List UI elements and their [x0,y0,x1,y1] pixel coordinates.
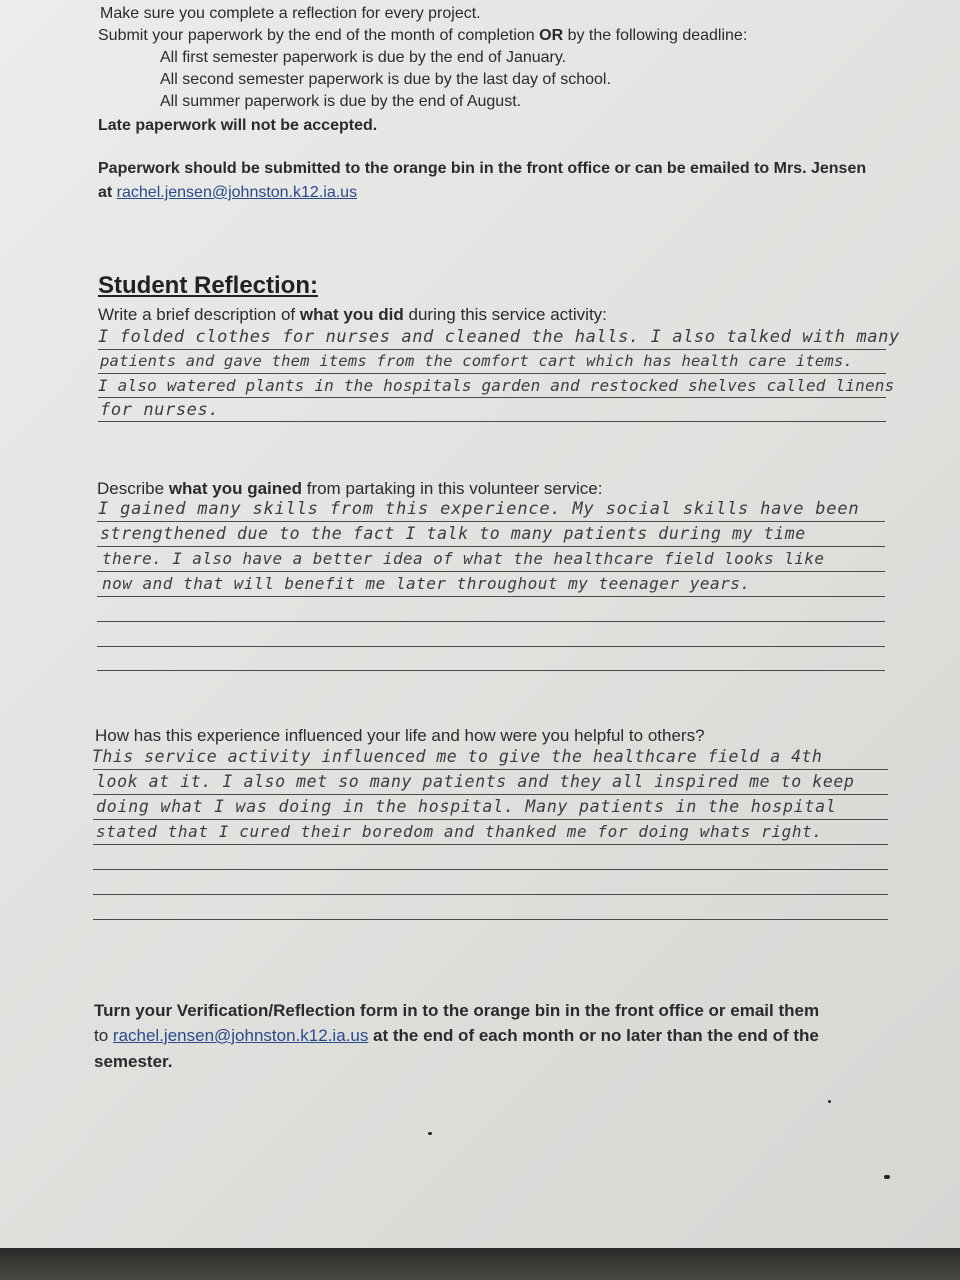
question-text: from partaking in this volunteer service: [302,479,603,498]
footer-to: to [94,1026,113,1045]
footer-email-line [94,1025,819,1047]
instruction-line: Make sure you complete a reflection for every project. [100,5,481,22]
submission-at: at [98,184,117,201]
answer-line [97,670,885,671]
question-text: during this service activity: [403,305,607,324]
answer-line [97,646,885,647]
submission-email-line [98,182,357,204]
footer-note-end: semester. [94,1052,173,1071]
handwritten-answer-line: look at it. I also met so many patients and they all inspired me to keep [96,772,855,791]
submission-note: Paperwork should be submitted to the orange bin in the front office or can be emailed to Mrs. Jensen [98,160,867,177]
deadline-item: All summer paperwork is due by the end of August. [160,93,522,110]
question-3: How has this experience influenced your life and how were you helpful to others? [95,726,705,745]
answer-line [98,373,886,374]
paper-speck [428,1132,432,1135]
answer-line [97,521,885,522]
answer-line [97,546,885,547]
question-text: Write a brief description of [98,305,300,324]
section-heading: Student Reflection: [98,272,318,299]
handwritten-answer-line: strengthened due to the fact I talk to many patients during my time [100,524,806,543]
answer-line [93,769,888,770]
answer-line [98,349,886,350]
instruction-text: by the following deadline: [563,27,748,44]
email-link[interactable]: rachel.jensen@johnston.k12.ia.us [116,184,358,201]
question-emphasis: what you gained [168,479,302,498]
footer-text: at the end of each month or no later than the end of the [368,1026,819,1045]
handwritten-answer-line: I folded clothes for nurses and cleaned the halls. I also talked with many [98,327,900,347]
handwritten-answer-line: I gained many skills from this experience. My social skills have been [98,499,860,519]
question-emphasis: what you did [299,305,404,324]
deadline-item: All first semester paperwork is due by the end of January. [160,49,567,66]
instruction-text: Submit your paperwork by the end of the month of completion [98,27,540,44]
answer-line [93,844,888,845]
answer-line [93,869,888,870]
late-policy: Late paperwork will not be accepted. [98,117,378,134]
handwritten-answer-line: now and that will benefit me later throughout my teenager years. [102,574,751,593]
answer-line [97,621,885,622]
question-text: Describe [97,479,169,498]
handwritten-answer-line: there. I also have a better idea of what the healthcare field looks like [102,549,825,568]
answer-line [98,397,886,398]
answer-line [93,894,888,895]
question-1 [98,304,607,326]
handwritten-answer-line: stated that I cured their boredom and thanked me for doing whats right. [96,822,823,841]
answer-line [98,421,886,422]
answer-line [93,919,888,920]
email-link[interactable]: rachel.jensen@johnston.k12.ia.us [112,1026,369,1045]
paper-speck [828,1100,831,1103]
instruction-deadline-line [98,25,747,47]
answer-line [97,571,885,572]
answer-line [93,819,888,820]
question-2 [97,478,602,500]
footer-note: Turn your Verification/Reflection form in to the orange bin in the front office or email them [94,1001,820,1020]
paper-speck [884,1175,890,1179]
instruction-emphasis: OR [539,27,564,44]
table-surface [0,1248,960,1280]
handwritten-answer-line: patients and gave them items from the comfort cart which has health care items. [100,352,854,370]
handwritten-answer-line: I also watered plants in the hospitals garden and restocked shelves called linens [98,376,895,395]
handwritten-answer-line: doing what I was doing in the hospital. Many patients in the hospital [96,797,837,816]
answer-line [97,596,885,597]
answer-line [93,794,888,795]
deadline-item: All second semester paperwork is due by the last day of school. [160,71,611,88]
handwritten-answer-line: for nurses. [100,400,220,420]
handwritten-answer-line: This service activity influenced me to give the healthcare field a 4th [92,747,823,766]
